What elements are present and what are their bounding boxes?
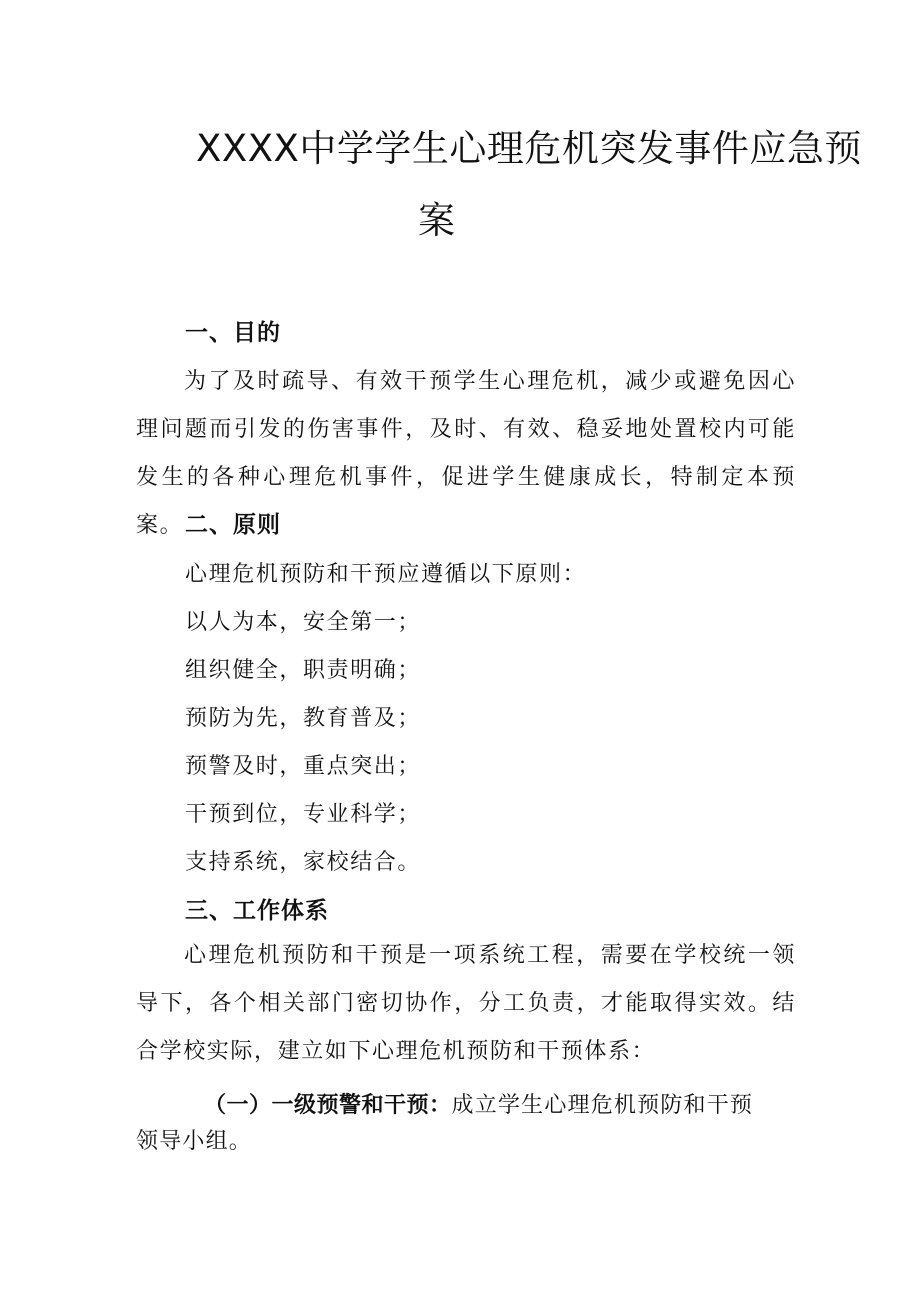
sub-1-lead: （一）一级预警和干预： bbox=[204, 1093, 452, 1118]
document-title-line-2: 案 bbox=[418, 199, 455, 242]
section-3-sub-1 bbox=[136, 1088, 756, 1160]
principle-item: 干预到位，专业科学； bbox=[185, 802, 422, 827]
document-title-line-1: XXXX中学学生心理危机突发事件应急预 bbox=[196, 127, 862, 170]
section-3-paragraph: 心理危机预防和干预是一项系统工程，需要在学校统一领导下，各个相关部门密切协作，分工负责，才能取得实效。结合学校实际，建立如下心理危机预防和干预体系： bbox=[136, 943, 796, 1064]
section-3-heading: 三、工作体系 bbox=[185, 898, 329, 924]
section-2-intro: 心理危机预防和干预应遵循以下原则： bbox=[185, 562, 587, 587]
principle-item: 组织健全，职责明确； bbox=[185, 658, 422, 683]
principle-item: 以人为本，安全第一； bbox=[185, 610, 422, 635]
principle-item: 支持系统，家校结合。 bbox=[185, 850, 422, 875]
principle-item: 预警及时，重点突出； bbox=[185, 754, 422, 779]
section-2-heading: 二、原则 bbox=[185, 512, 281, 538]
section-1-heading: 一、目的 bbox=[185, 320, 281, 346]
section-1-paragraph: 为了及时疏导、有效干预学生心理危机，减少或避免因心理问题而引发的伤害事件，及时、有效、稳妥地处置校内可能发生的各种心理危机事件，促进学生健康成长，特制定本预案。 bbox=[136, 369, 796, 538]
sub-1-text: 成立学生心理危机预防和干预领导小组。 bbox=[136, 1093, 754, 1154]
principle-item: 预防为先，教育普及； bbox=[185, 706, 422, 731]
